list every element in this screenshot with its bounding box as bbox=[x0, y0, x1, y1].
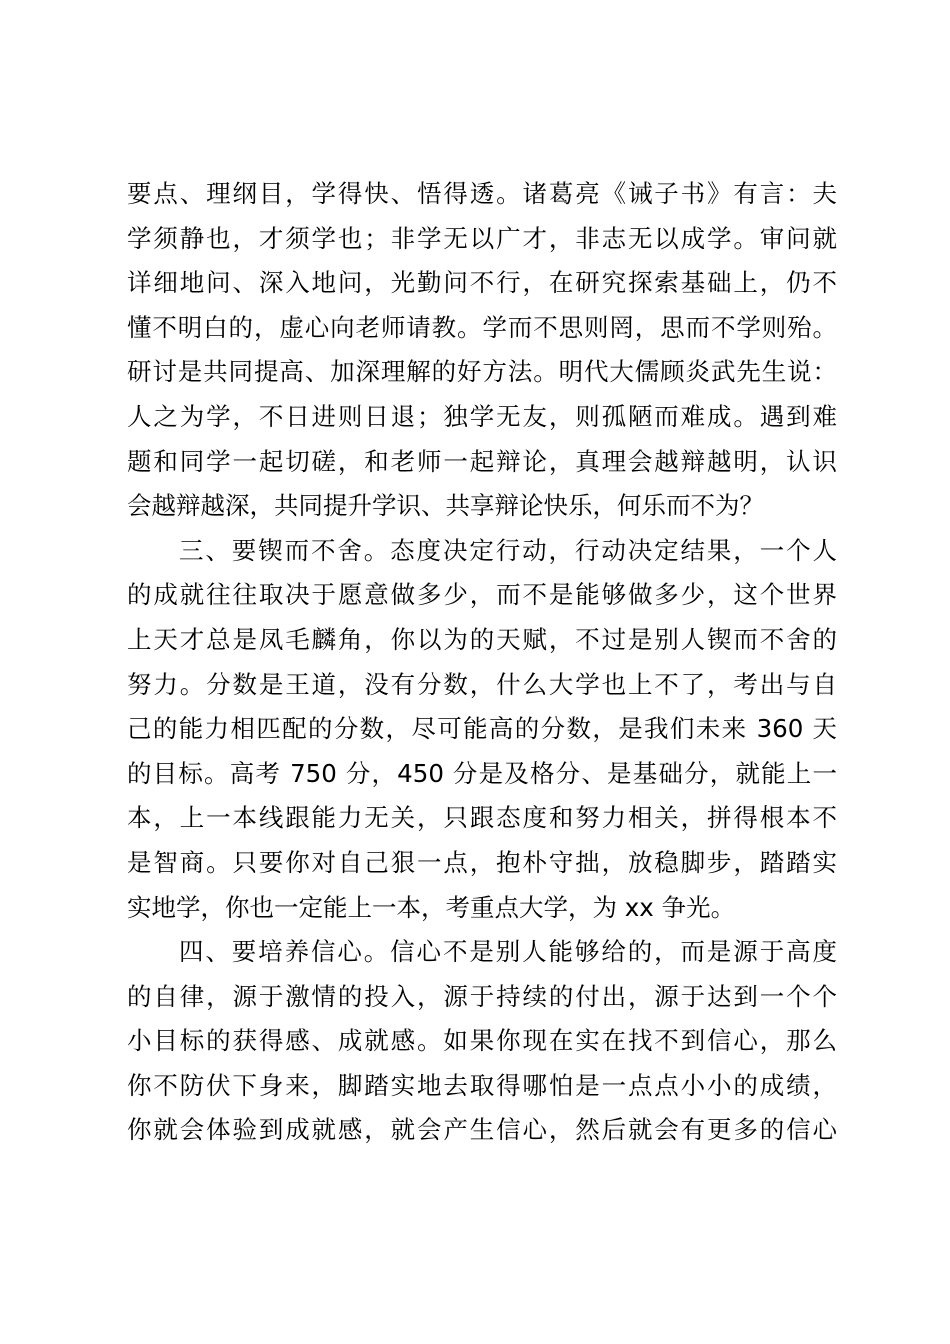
text-line-13: 己的能力相匹配的分数，尽可能高的分数，是我们未来 360 天 bbox=[127, 714, 837, 744]
text-line-4: 懂不明白的，虚心向老师请教。学而不思则罔，思而不学则殆。 bbox=[127, 312, 837, 342]
text-line-16: 是智商。只要你对自己狠一点，抱朴守拙，放稳脚步，踏踏实 bbox=[127, 847, 837, 877]
text-line-21: 你不防伏下身来，脚踏实地去取得哪怕是一点点小小的成绩， bbox=[127, 1070, 837, 1100]
text-line-10: 的成就往往取决于愿意做多少，而不是能够做多少，这个世界 bbox=[127, 580, 837, 610]
text-line-22: 你就会体验到成就感，就会产生信心，然后就会有更多的信心 bbox=[127, 1115, 837, 1145]
paragraph-three-first-line: 三、要锲而不舍。态度决定行动，行动决定结果，一个人 bbox=[179, 535, 837, 565]
text-line-2: 学须静也，才须学也；非学无以广才，非志无以成学。审问就 bbox=[127, 223, 837, 253]
text-line-12: 努力。分数是王道，没有分数，什么大学也上不了，考出与自 bbox=[127, 669, 837, 699]
text-line-6: 人之为学，不日进则日退；独学无友，则孤陋而难成。遇到难 bbox=[127, 401, 837, 431]
text-line-19: 的自律，源于激情的投入，源于持续的付出，源于达到一个个 bbox=[127, 981, 837, 1011]
text-line-1: 要点、理纲目，学得快、悟得透。诸葛亮《诫子书》有言：夫 bbox=[127, 179, 837, 208]
text-line-3: 详细地问、深入地问，光勤问不行，在研究探索基础上，仍不 bbox=[127, 268, 837, 298]
text-line-20: 小目标的获得感、成就感。如果你现在实在找不到信心，那么 bbox=[127, 1026, 837, 1056]
text-line-15: 本，上一本线跟能力无关，只跟态度和努力相关，拼得根本不 bbox=[127, 803, 837, 833]
text-line-11: 上天才总是凤毛麟角，你以为的天赋，不过是别人锲而不舍的 bbox=[127, 624, 837, 654]
text-line-7: 题和同学一起切磋，和老师一起辩论，真理会越辩越明，认识 bbox=[127, 446, 837, 476]
text-line-8: 会越辩越深，共同提升学识、共享辩论快乐，何乐而不为？ bbox=[127, 491, 764, 521]
paragraph-four-first-line: 四、要培养信心。信心不是别人能够给的，而是源于高度 bbox=[179, 937, 837, 967]
text-line-14: 的目标。高考 750 分，450 分是及格分、是基础分，就能上一 bbox=[127, 758, 837, 788]
body-text bbox=[127, 172, 837, 1153]
text-line-5: 研讨是共同提高、加深理解的好方法。明代大儒顾炎武先生说： bbox=[127, 357, 837, 387]
text-line-17: 实地学，你也一定能上一本，考重点大学，为 xx 争光。 bbox=[127, 892, 736, 922]
